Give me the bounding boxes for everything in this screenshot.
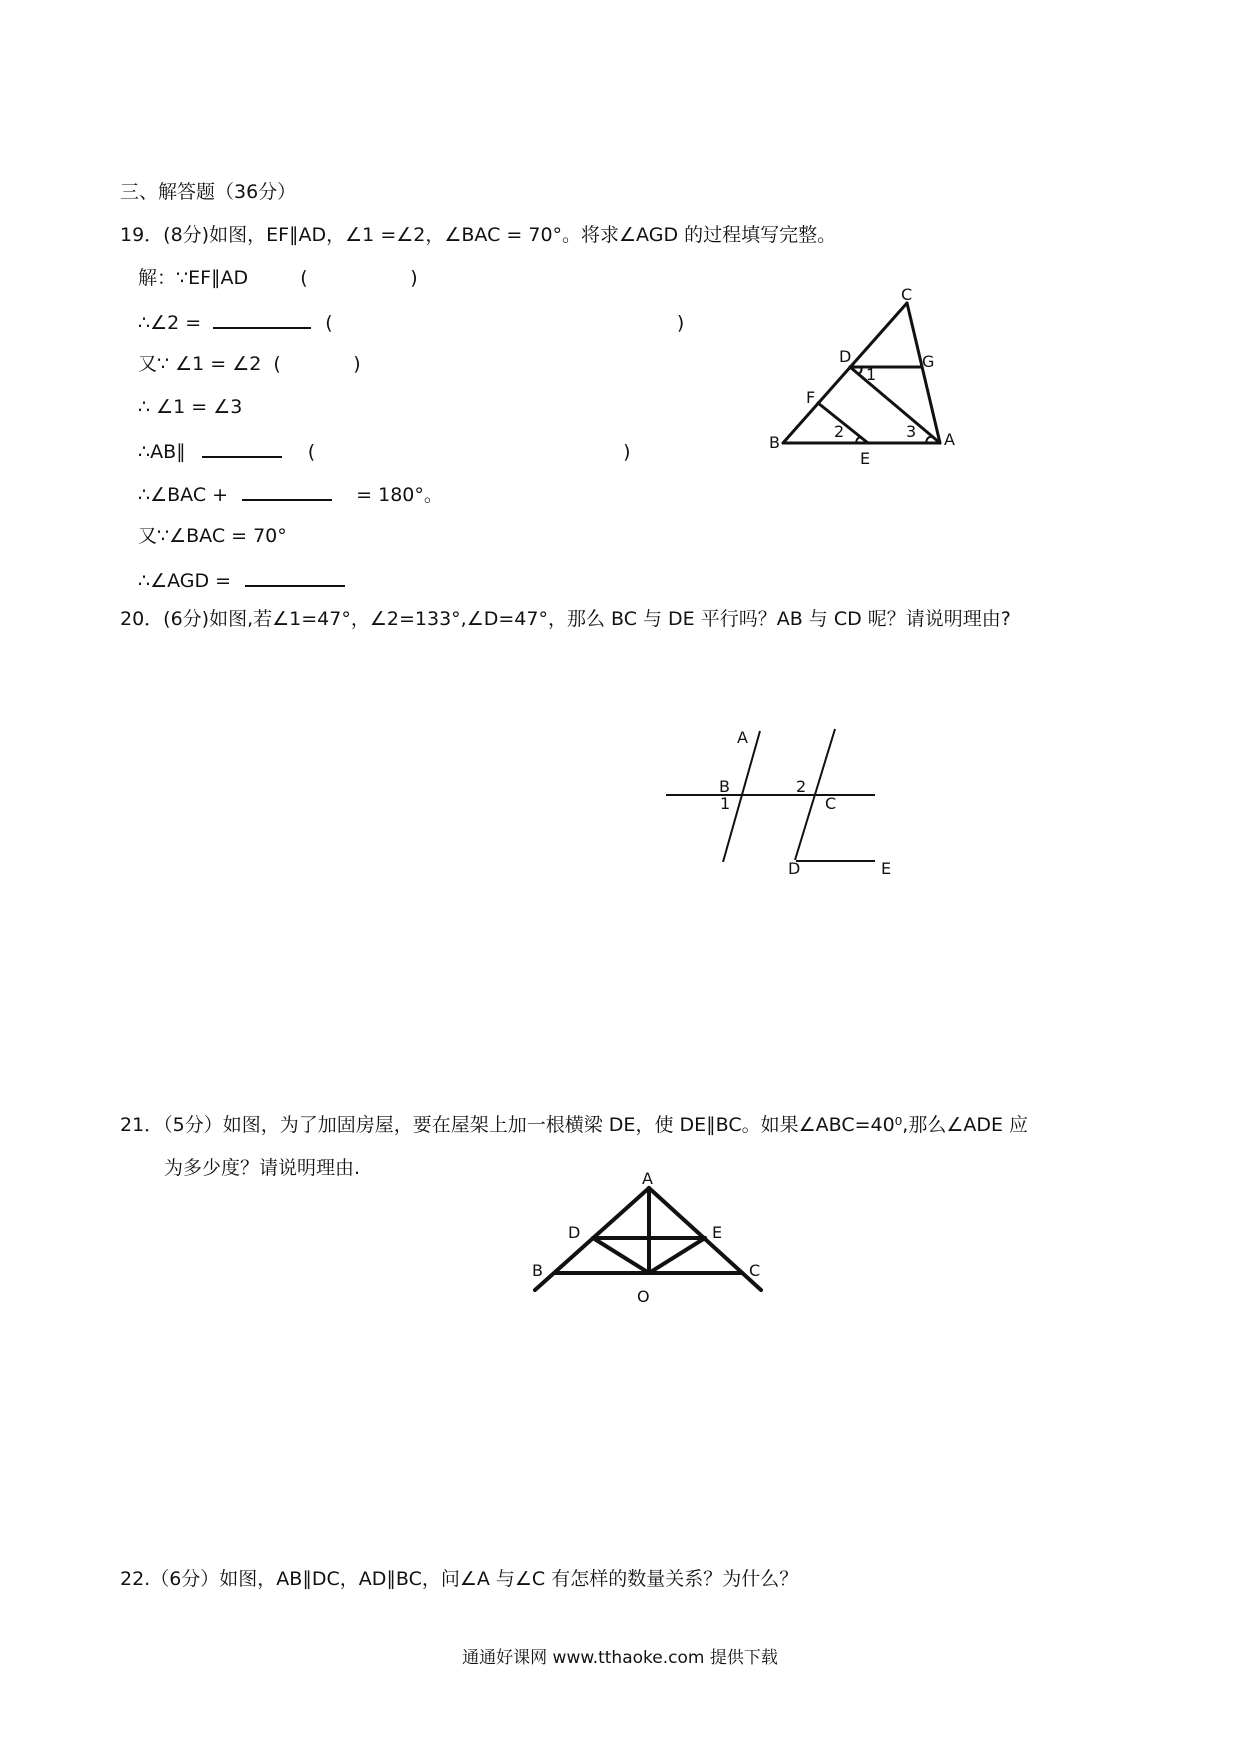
q21-brace-do: [593, 1238, 649, 1273]
q20-stem: 20．(6分)如图,若∠1=47°，∠2=133°,∠D=47°，那么 BC 与 DE 平行吗？AB 与 CD 呢？请说明理由?: [120, 608, 1011, 630]
q20-label-2: 2: [796, 777, 807, 796]
page-footer: 通通好课网 www.tthaoke.com 提供下载: [462, 1648, 778, 1668]
q19-label-3: 3: [906, 422, 917, 441]
q19-label-c: C: [901, 285, 913, 304]
q21-label-a: A: [642, 1169, 653, 1188]
q19-step-6-text: ∴∠BAC +: [138, 484, 229, 506]
q20-label-c: C: [825, 794, 837, 813]
q19-stem: 19．(8分)如图，EF∥AD，∠1 =∠2，∠BAC = 70°。将求∠AGD 的过程填写完整。: [120, 224, 837, 246]
q20-label-a: A: [737, 728, 748, 747]
q21-label-c: C: [749, 1261, 761, 1280]
q20-label-b: B: [719, 777, 730, 796]
q21-label-o: O: [637, 1287, 650, 1306]
q19-label-b: B: [769, 433, 780, 452]
q19-label-e: E: [860, 449, 871, 468]
q19-step-3-text: 又∵ ∠1 = ∠2: [138, 353, 262, 375]
q19-label-d: D: [839, 347, 852, 366]
q19-label-1: 1: [866, 365, 877, 384]
q21-label-e: E: [712, 1223, 723, 1242]
q19-step-2-text: ∴∠2 =: [138, 312, 202, 334]
q19-label-2: 2: [834, 422, 845, 441]
q21-stem-line1: 21．（5分）如图，为了加固房屋，要在屋架上加一根横梁 DE，使 DE∥BC。如果∠ABC=40⁰,那么∠ADE 应: [120, 1114, 1029, 1136]
q21-brace-eo: [649, 1238, 705, 1273]
q19-label-g: G: [922, 352, 935, 371]
q21-label-d: D: [568, 1223, 581, 1242]
q19-label-f: F: [806, 388, 816, 407]
q19-step-6-suffix: = 180°。: [356, 484, 443, 506]
q20-label-d: D: [788, 859, 801, 878]
section-title: 三、解答题（36分）: [120, 181, 297, 203]
q19-label-a: A: [944, 430, 955, 449]
q19-step-5-paren: ( ): [307, 441, 631, 463]
q20-label-e: E: [881, 859, 892, 878]
q19-step-2-paren: ( ): [325, 312, 685, 334]
q19-step-4-text: ∴ ∠1 = ∠3: [138, 396, 243, 418]
q19-step-1-paren: ( ): [300, 267, 418, 289]
q20-label-1: 1: [720, 794, 731, 813]
q21-stem-line2: 为多少度？请说明理由.: [164, 1157, 361, 1179]
q21-label-b: B: [532, 1261, 543, 1280]
q22-stem: 22.（6分）如图，AB∥DC，AD∥BC，问∠A 与∠C 有怎样的数量关系？为什么？: [120, 1568, 799, 1590]
q19-step-7-text: 又∵∠BAC = 70°: [138, 525, 287, 547]
q19-step-3-paren: ( ): [273, 353, 361, 375]
q19-step-1-text: 解：∵EF∥AD: [138, 267, 249, 289]
q19-step-8-text: ∴∠AGD =: [138, 570, 232, 592]
q19-step-5-text: ∴AB∥: [138, 441, 186, 463]
